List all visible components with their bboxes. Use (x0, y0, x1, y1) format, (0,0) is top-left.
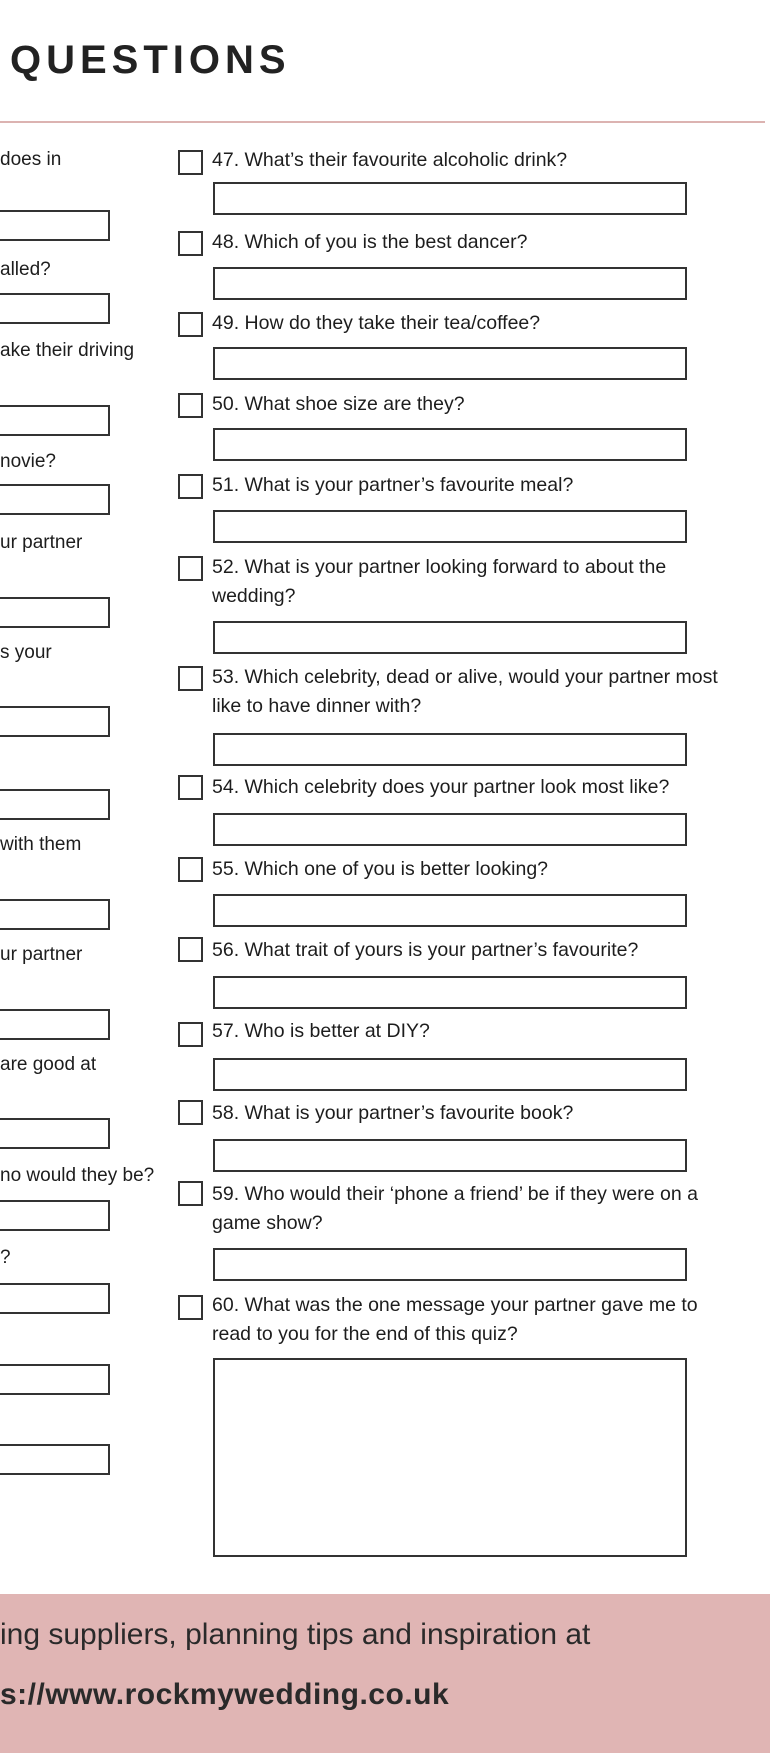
left-answer-field[interactable] (0, 210, 110, 241)
question-label: 59. Who would their ‘phone a friend’ be if they were on a game show? (212, 1183, 698, 1234)
question-checkbox[interactable] (178, 474, 203, 499)
left-question-fragment: ake their driving (0, 340, 135, 361)
question-checkbox[interactable] (178, 1100, 203, 1125)
answer-field[interactable] (213, 813, 687, 846)
answer-field[interactable] (213, 621, 687, 654)
left-question-fragment: does in (0, 149, 62, 170)
question-label: 56. What trait of yours is your partner’s favourite? (212, 939, 639, 961)
question-label: 51. What is your partner’s favourite meal? (212, 474, 574, 496)
left-answer-field[interactable] (0, 899, 110, 930)
answer-field[interactable] (213, 976, 687, 1009)
question-label: 48. Which of you is the best dancer? (212, 231, 528, 253)
answer-field[interactable] (213, 182, 687, 215)
left-question-fragment: ? (0, 1247, 11, 1268)
left-answer-field[interactable] (0, 706, 110, 737)
question-checkbox[interactable] (178, 393, 203, 418)
left-question-fragment: s your (0, 642, 52, 663)
left-question-fragment: with them (0, 834, 82, 855)
question-label: 54. Which celebrity does your partner look most like? (212, 776, 670, 798)
question-label: 52. What is your partner looking forward to about the wedding? (212, 556, 667, 607)
question-checkbox[interactable] (178, 1022, 203, 1047)
question-checkbox[interactable] (178, 857, 203, 882)
left-answer-field[interactable] (0, 1364, 110, 1395)
question-checkbox[interactable] (178, 1295, 203, 1320)
question-checkbox[interactable] (178, 150, 203, 175)
answer-field[interactable] (213, 1248, 687, 1281)
answer-field[interactable] (213, 1139, 687, 1172)
answer-field[interactable] (213, 267, 687, 300)
final-message-field[interactable] (213, 1358, 687, 1557)
question-label: 60. What was the one message your partner gave me to read to you for the end of this quiz? (212, 1294, 698, 1345)
left-answer-field[interactable] (0, 1118, 110, 1149)
question-label: 47. What’s their favourite alcoholic drink? (212, 149, 568, 171)
left-answer-field[interactable] (0, 597, 110, 628)
left-answer-field[interactable] (0, 484, 110, 515)
question-checkbox[interactable] (178, 937, 203, 962)
question-label: 58. What is your partner’s favourite book? (212, 1102, 574, 1124)
answer-field[interactable] (213, 428, 687, 461)
left-question-fragment: alled? (0, 259, 51, 280)
question-checkbox[interactable] (178, 231, 203, 256)
question-checkbox[interactable] (178, 556, 203, 581)
left-answer-field[interactable] (0, 1009, 110, 1040)
footer-url-link[interactable]: s://www.rockmywedding.co.uk (0, 1678, 450, 1711)
left-question-fragment: novie? (0, 451, 56, 472)
left-question-fragment: ur partner (0, 944, 83, 965)
left-question-fragment: are good at (0, 1054, 97, 1075)
question-label: 49. How do they take their tea/coffee? (212, 312, 541, 334)
left-answer-field[interactable] (0, 293, 110, 324)
question-checkbox[interactable] (178, 312, 203, 337)
footer-text: ing suppliers, planning tips and inspiration at (0, 1618, 591, 1651)
left-answer-field[interactable] (0, 1200, 110, 1231)
question-label: 57. Who is better at DIY? (212, 1020, 430, 1042)
left-question-fragment: ur partner (0, 532, 83, 553)
answer-field[interactable] (213, 347, 687, 380)
left-answer-field[interactable] (0, 1444, 110, 1475)
left-answer-field[interactable] (0, 405, 110, 436)
question-label: 53. Which celebrity, dead or alive, would your partner most like to have dinner with? (212, 666, 718, 717)
question-label: 50. What shoe size are they? (212, 393, 465, 415)
answer-field[interactable] (213, 1058, 687, 1091)
answer-field[interactable] (213, 733, 687, 766)
answer-field[interactable] (213, 894, 687, 927)
page-title: QUESTIONS (10, 38, 291, 82)
answer-field[interactable] (213, 510, 687, 543)
question-checkbox[interactable] (178, 1181, 203, 1206)
left-answer-field[interactable] (0, 789, 110, 820)
question-label: 55. Which one of you is better looking? (212, 858, 549, 880)
header-divider (0, 121, 765, 123)
question-checkbox[interactable] (178, 666, 203, 691)
left-answer-field[interactable] (0, 1283, 110, 1314)
left-question-fragment: no would they be? (0, 1165, 155, 1186)
question-checkbox[interactable] (178, 775, 203, 800)
